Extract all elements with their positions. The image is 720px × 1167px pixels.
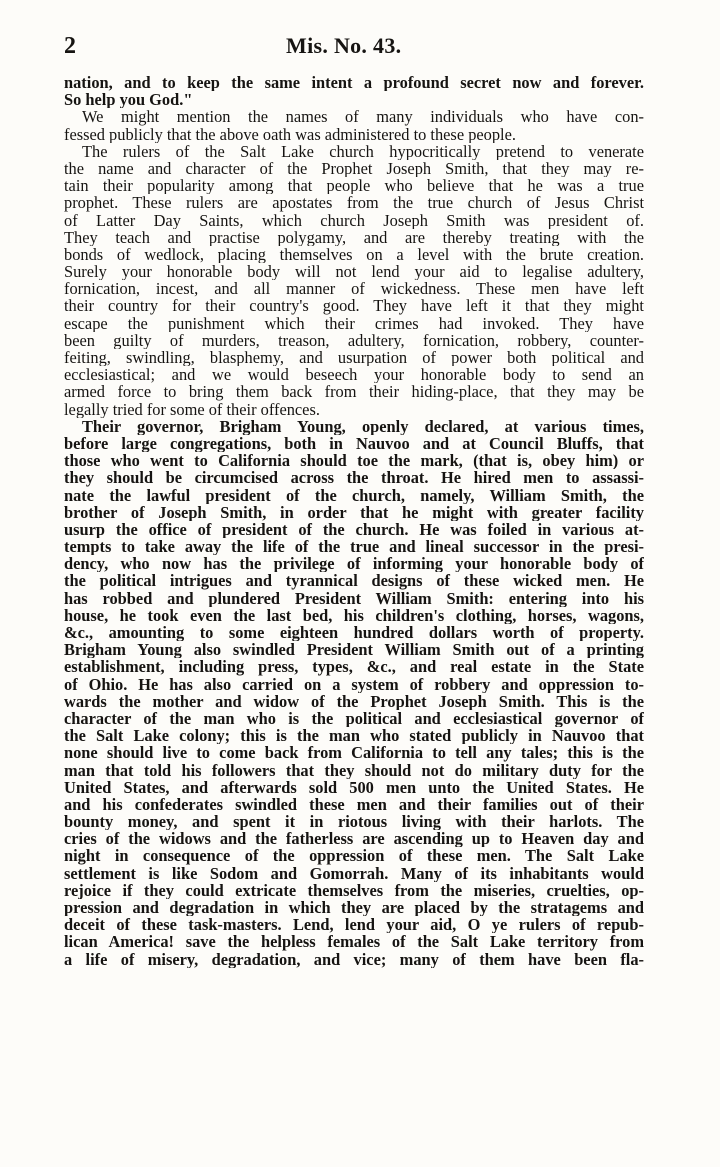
page-number: 2 <box>64 33 76 59</box>
text-line: prophet. These rulers are apostates from the true church of Jesus Christ <box>64 194 644 212</box>
text-line: They teach and practise polygamy, and are thereby treating with the <box>64 228 644 246</box>
text-line: feiting, swindling, blasphemy, and usurpation of power both political and <box>64 349 644 367</box>
text-line: Brigham Young also swindled President William Smith out of a printing <box>64 641 644 659</box>
text-line: The rulers of the Salt Lake church hypocritically pretend to venerate <box>82 142 644 160</box>
body-text <box>64 74 644 968</box>
text-line: dency, who now has the privilege of informing your honorable body of <box>64 555 644 573</box>
running-head: Mis. No. 43. <box>286 33 402 58</box>
text-line: bounty money, and spent it in riotous living with their harlots. The <box>64 813 644 831</box>
text-line: &c., amounting to some eighteen hundred dollars worth of property. <box>64 624 644 642</box>
text-line: Their governor, Brigham Young, openly declared, at various times, <box>82 417 644 435</box>
text-line: character of the man who is the political and ecclesiastical governor of <box>64 709 644 728</box>
text-line: establishment, including press, types, &c., and real estate in the State <box>64 658 644 676</box>
text-line: We might mention the names of many individuals who have con- <box>82 108 644 126</box>
text-line: legally tried for some of their offences. <box>64 400 320 418</box>
text-line: a life of misery, degradation, and vice; many of them have been fla- <box>64 950 644 968</box>
text-line: nation, and to keep the same intent a profound secret now and forever. <box>64 74 644 92</box>
text-line: settlement is like Sodom and Gomorrah. Many of its inhabitants would <box>64 864 644 882</box>
text-line: they should be circumcised across the throat. He hired men to assassi- <box>64 469 644 487</box>
text-line: the Salt Lake colony; this is the man who stated publicly in Nauvoo that <box>64 727 644 745</box>
text-line: ecclesiastical; and we would beseech your honorable body to send an <box>64 366 644 384</box>
text-line: usurp the office of president of the church. He was foiled in various at- <box>64 520 644 539</box>
text-line: brother of Joseph Smith, in order that he might with greater facility <box>64 503 644 521</box>
text-line: tain their popularity among that people who believe that he was a true <box>64 177 644 195</box>
text-line: So help you God." <box>64 91 193 109</box>
text-line: and his confederates swindled these men and their families out of their <box>64 795 644 814</box>
text-line: pression and degradation in which they are placed by the stratagems and <box>64 899 644 917</box>
text-line: night in consequence of the oppression of these men. The Salt Lake <box>64 847 644 865</box>
text-line: lican America! save the helpless females of the Salt Lake territory from <box>64 933 644 951</box>
text-line: armed force to bring them back from their hiding-place, that they may be <box>64 383 644 401</box>
text-line: none should live to come back from California to tell any tales; this is the <box>64 744 644 762</box>
text-line: escape the punishment which their crimes had invoked. They have <box>64 314 644 332</box>
text-line: United States, and afterwards sold 500 men unto the United States. He <box>64 778 644 796</box>
text-line: the name and character of the Prophet Joseph Smith, that they may re- <box>64 159 644 178</box>
text-line: bonds of wedlock, placing themselves on a level with the brute creation. <box>64 245 644 264</box>
text-line: of Latter Day Saints, which church Joseph Smith was president of. <box>64 211 644 229</box>
text-line: fornication, incest, and all manner of wickedness. These men have left <box>64 280 644 298</box>
text-line: fessed publicly that the above oath was administered to these people. <box>64 125 516 143</box>
text-line: rejoice if they could extricate themselves from the miseries, cruelties, op- <box>64 881 644 899</box>
text-line: deceit of these task-masters. Lend, lend your aid, O ye rulers of repub- <box>64 916 644 934</box>
text-line: tempts to take away the life of the true and lineal successor in the presi- <box>64 538 644 556</box>
text-line: man that told his followers that they should not do military duty for the <box>64 761 644 779</box>
text-line: the political intrigues and tyrannical designs of these wicked men. He <box>64 572 644 590</box>
text-line: wards the mother and widow of the Prophet Joseph Smith. This is the <box>64 692 644 710</box>
text-line: Surely your honorable body will not lend your aid to legalise adultery, <box>64 263 644 281</box>
text-line: of Ohio. He has also carried on a system of robbery and oppression to- <box>64 675 644 693</box>
text-line: been guilty of murders, treason, adultery, fornication, robbery, counter- <box>64 331 644 349</box>
text-line: house, he took even the last bed, his children's clothing, horses, wagons, <box>64 606 644 624</box>
text-line: nate the lawful president of the church, namely, William Smith, the <box>64 486 644 504</box>
text-line: their country for their country's good. They have left it that they might <box>64 297 644 315</box>
page-header <box>64 32 644 64</box>
text-line: cries of the widows and the fatherless are ascending up to Heaven day and <box>64 830 644 848</box>
text-line: has robbed and plundered President William Smith: entering into his <box>64 589 644 607</box>
text-line: those who went to California should toe the mark, (that is, obey him) or <box>64 452 644 470</box>
text-line: before large congregations, both in Nauvoo and at Council Bluffs, that <box>64 434 644 453</box>
